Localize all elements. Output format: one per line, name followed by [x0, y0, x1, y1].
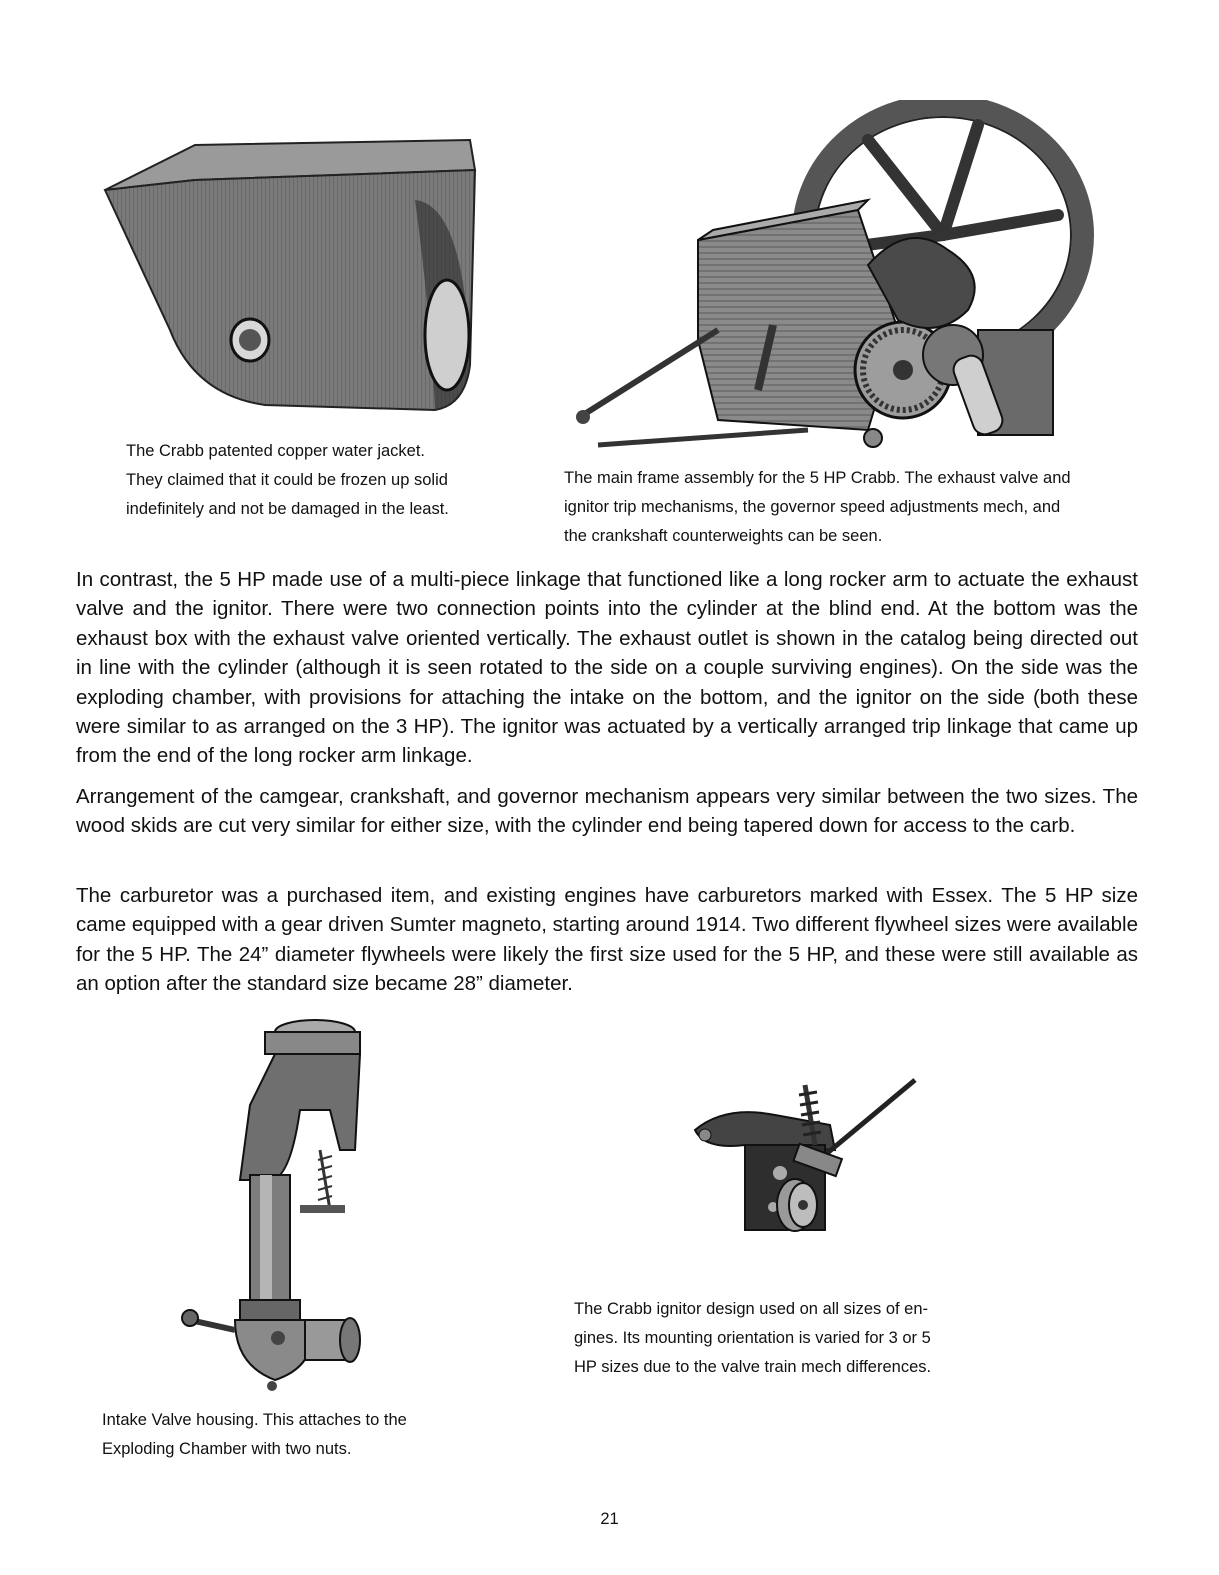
caption-line: indefinitely and not be damaged in the least.: [126, 500, 449, 518]
water-jacket-illustration: [85, 130, 485, 435]
page-number: 21: [600, 1510, 619, 1528]
main-frame-illustration: [568, 100, 1098, 455]
caption-water-jacket: [126, 437, 546, 524]
caption-main-frame: [564, 464, 1164, 551]
caption-line: the crankshaft counterweights can be seen.: [564, 527, 883, 545]
caption-intake-valve: [102, 1406, 522, 1464]
caption-line: They claimed that it could be frozen up solid: [126, 471, 448, 489]
body-paragraph-1: In contrast, the 5 HP made use of a multi-piece linkage that functioned like a long rocker arm to actuate the exhaust valve and the ignitor. There were two connection points into the cylinder at the blind end. At the bottom was the exhaust box with the exhaust valve oriented vertically. The exhaust outlet is shown in the catalog being directed out in line with the cylinder (although it is seen rotated to the side on a couple surviving engines). On the side was the exploding chamber, with provisions for attaching the intake on the bottom, and the ignitor on the side (both these were similar to as arranged on the 3 HP). The ignitor was actuated by a vertically arranged trip linkage that came up from the end of the long rocker arm linkage.: [76, 568, 1138, 768]
caption-line: Intake Valve housing. This attaches to the: [102, 1411, 407, 1429]
caption-line: The Crabb ignitor design used on all sizes of en-: [574, 1300, 929, 1318]
caption-line: HP sizes due to the valve train mech differences.: [574, 1358, 932, 1376]
ignitor-illustration: [685, 1075, 920, 1245]
caption-line: Exploding Chamber with two nuts.: [102, 1440, 352, 1458]
caption-line: ignitor trip mechanisms, the governor speed adjustments mech, and: [564, 498, 1061, 516]
body-paragraph-2: Arrangement of the camgear, crankshaft, and governor mechanism appears very similar between the two sizes. The wood skids are cut very similar for either size, with the cylinder end being tapered down for access to the carb.: [76, 785, 1138, 838]
caption-line: gines. Its mounting orientation is varied for 3 or 5: [574, 1329, 931, 1347]
caption-line: The Crabb patented copper water jacket.: [126, 442, 426, 460]
body-paragraph-3: The carburetor was a purchased item, and existing engines have carburetors marked with Essex. The 5 HP size came equipped with a gear driven Sumter magneto, starting around 1914. Two different flywheel sizes were available for the 5 HP. The 24” diameter flywheels were likely the first size used for the 5 HP, and these were still available as an option after the standard size became 28” diameter.: [76, 884, 1138, 996]
caption-ignitor: [574, 1295, 994, 1382]
intake-valve-illustration: [180, 1010, 380, 1400]
caption-line: The main frame assembly for the 5 HP Crabb. The exhaust valve and: [564, 469, 1071, 487]
